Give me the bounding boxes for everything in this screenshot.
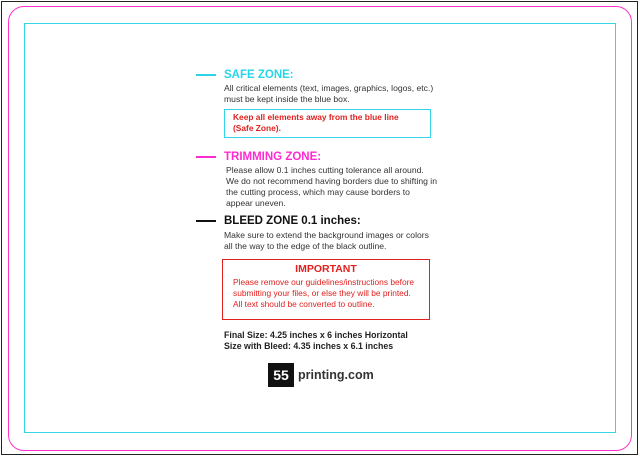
bleed-zone-line-1: Make sure to extend the background images or colors — [224, 230, 429, 240]
safe-zone-warning — [233, 112, 423, 134]
bleed-zone-line-2: all the way to the edge of the black outline. — [224, 241, 387, 251]
logo — [268, 363, 374, 387]
logo-mark: 55 — [268, 363, 294, 387]
safe-zone-warning-box — [224, 109, 431, 138]
trimming-zone-heading — [196, 151, 321, 163]
important-line-3: All text should be converted to outline. — [233, 299, 375, 309]
logo-text: printing.com — [298, 368, 374, 382]
important-line-1: Please remove our guidelines/instructions before — [233, 277, 415, 287]
safe-zone-warning-line-2: (Safe Zone). — [233, 123, 281, 133]
final-size: Final Size: 4.25 inches x 6 inches Horizontal — [224, 330, 408, 340]
size-with-bleed: Size with Bleed: 4.35 inches x 6.1 inches — [224, 341, 394, 351]
safe-zone-heading — [196, 69, 294, 81]
trimming-zone-line-3: the cutting process, which may cause borders to — [226, 187, 410, 197]
trimming-zone-description — [226, 165, 456, 209]
bleed-zone-heading — [196, 215, 361, 227]
trimming-zone-line-4: appear uneven. — [226, 198, 286, 208]
bleed-zone-dash — [196, 220, 216, 222]
trimming-zone-line-2: We do not recommend having borders due to shifting in — [226, 176, 437, 186]
bleed-zone-description — [224, 230, 439, 252]
trimming-zone-line-1: Please allow 0.1 inches cutting tolerance all around. — [226, 165, 424, 175]
safe-zone-line-1: All critical elements (text, images, graphics, logos, etc.) — [224, 83, 434, 93]
safe-zone-warning-line-1: Keep all elements away from the blue line — [233, 112, 399, 122]
important-line-2: submitting your files, or else they will be printed. — [233, 288, 411, 298]
safe-zone-dash — [196, 74, 216, 76]
trimming-zone-title: TRIMMING ZONE: — [224, 151, 322, 163]
important-text — [233, 277, 423, 310]
safe-zone-line-2: must be kept inside the blue box. — [224, 94, 350, 104]
important-box — [222, 259, 430, 320]
important-title: IMPORTANT — [295, 263, 357, 275]
safe-zone-description — [224, 83, 454, 105]
bleed-zone-title: BLEED ZONE 0.1 inches: — [224, 215, 361, 227]
size-info — [224, 330, 408, 352]
safe-zone-title: SAFE ZONE: — [224, 69, 294, 81]
trimming-zone-dash — [196, 156, 216, 158]
